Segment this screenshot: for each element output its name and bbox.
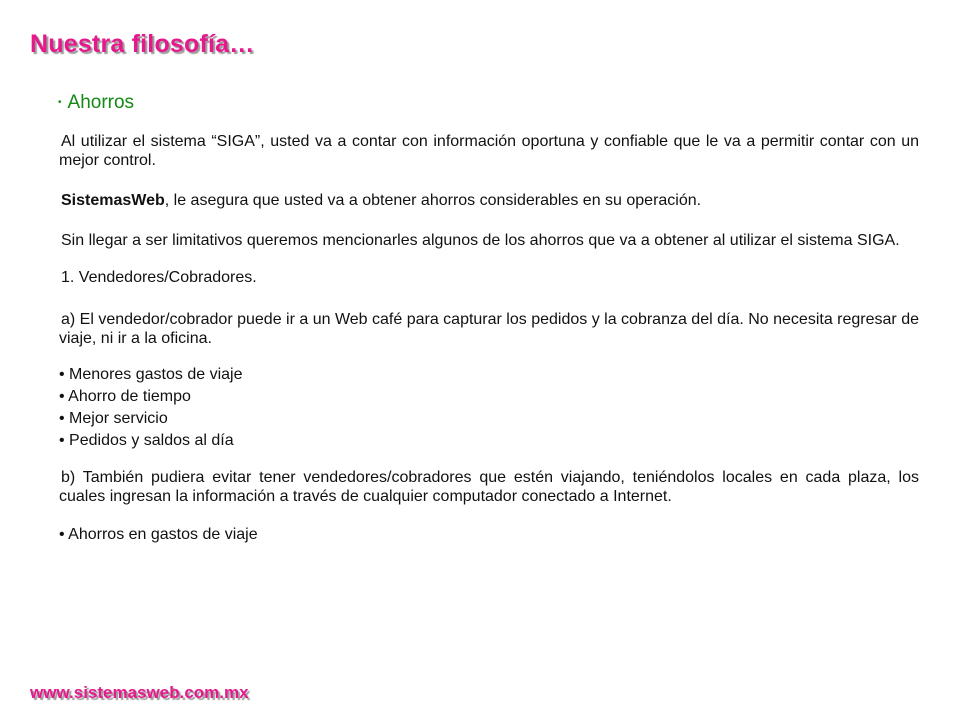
list-item: • Ahorro de tiempo: [59, 388, 191, 405]
list-item: • Ahorros en gastos de viaje: [59, 526, 258, 543]
paragraph-point-b: b) También pudiera evitar tener vendedores/cobradores que estén viajando, teniéndolos locales en cada plaza, los cuales ingresan la información a través de cualquier computador conectado a Internet.: [59, 469, 919, 505]
list-item: • Menores gastos de viaje: [59, 366, 243, 383]
list-item: • Pedidos y saldos al día: [59, 432, 234, 449]
company-name: SistemasWeb: [61, 192, 165, 209]
paragraph-savings-intro: Sin llegar a ser limitativos queremos mencionarles algunos de los ahorros que va a obtener al utilizar el sistema SIGA.: [61, 232, 900, 249]
numbered-heading: 1. Vendedores/Cobradores.: [61, 269, 257, 286]
benefit-list-a: [59, 364, 919, 452]
section-heading-label: Ahorros: [67, 92, 135, 113]
paragraph-point-a: a) El vendedor/cobrador puede ir a un Web café para capturar los pedidos y la cobranza del día. No necesita regresar de viaje, ni ir a la oficina.: [59, 311, 919, 347]
paragraph-intro: Al utilizar el sistema “SIGA”, usted va a contar con información oportuna y confiable que le va a permitir contar con un mejor control.: [59, 133, 919, 169]
list-item: • Mejor servicio: [59, 410, 168, 427]
content-body: [59, 132, 919, 562]
benefit-list-b: [59, 524, 919, 546]
heading-bullet: •: [58, 97, 62, 109]
paragraph-guarantee-text: , le asegura que usted va a obtener ahorros considerables en su operación.: [164, 192, 702, 209]
paragraph-guarantee: [59, 191, 919, 210]
footer-website-link[interactable]: www.sistemasweb.com.mx: [30, 683, 249, 702]
page-title: Nuestra filosofía…: [30, 30, 255, 58]
section-heading: [58, 92, 134, 114]
